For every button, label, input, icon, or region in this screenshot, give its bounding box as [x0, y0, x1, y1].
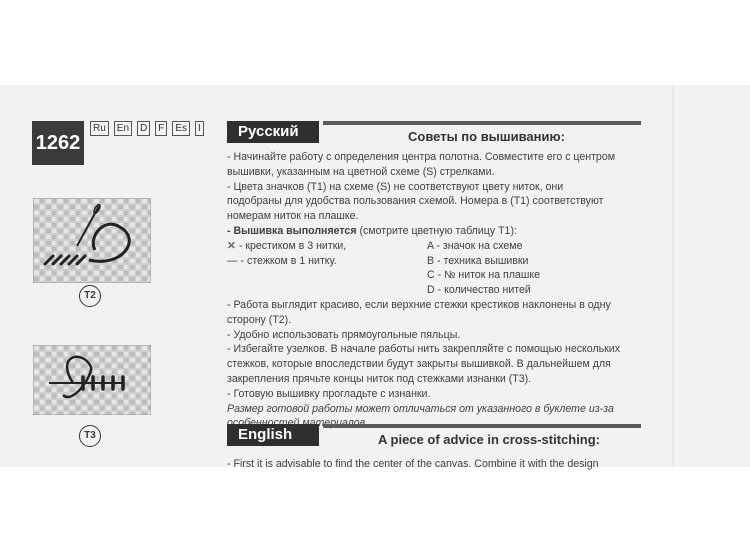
- lang-f[interactable]: F: [155, 121, 167, 136]
- english-section-label: English: [227, 424, 319, 446]
- language-tabs: [90, 121, 204, 136]
- english-text-line: - First it is advisable to find the center of the canvas. Combine it with the design: [227, 458, 599, 470]
- legend-d: D - количество нитей: [427, 284, 531, 297]
- backstitch-icon: —: [227, 254, 238, 267]
- text-line: номерам ниток на плашке.: [227, 210, 359, 223]
- t3-label: T3: [79, 425, 101, 447]
- text-line: - Избегайте узелков. В начале работы нить закрепляйте с помощью нескольких: [227, 343, 621, 356]
- text-line: - Цвета значков (T1) на схеме (S) не соответствуют цвету ниток, они: [227, 180, 564, 193]
- text-line: подобраны для удобства пользования схемой. Номера в (T1) соответствуют: [227, 195, 604, 208]
- lang-en[interactable]: En: [114, 121, 132, 136]
- t2-label: T2: [79, 285, 101, 307]
- text-line: - Начинайте работу с определения центра полотна. Совместите его с центром: [227, 151, 615, 163]
- lang-ru[interactable]: Ru: [90, 121, 109, 136]
- legend-row: [227, 254, 647, 269]
- english-header-rule: [323, 424, 641, 428]
- cross-stitch-icon: ✕: [227, 239, 236, 252]
- legend-a: A - значок на схеме: [427, 239, 523, 252]
- text-line: - Готовую вышивку прогладьте с изнанки.: [227, 387, 431, 400]
- embroidery-intro-bold: - Вышивка выполняется: [227, 224, 357, 237]
- legend-cross: - крестиком в 3 нитки,: [238, 239, 347, 252]
- english-section-title: A piece of advice in cross-stitching:: [378, 432, 601, 447]
- embroidery-intro-rest: (смотрите цветную таблицу T1):: [356, 224, 517, 237]
- text-line: стежков, которые впоследствии будут закрыты вышивкой. В дальнейшем для: [227, 358, 611, 371]
- legend-c: C - № ниток на плашке: [427, 269, 540, 282]
- lang-d[interactable]: D: [137, 121, 150, 136]
- legend-stitch: - стежком в 1 нитку.: [240, 254, 337, 267]
- note-line: Размер готовой работы может отличаться от указанного в буклете из-за: [227, 402, 614, 415]
- kit-number: 1262: [32, 121, 84, 165]
- embroidery-intro: [227, 224, 647, 239]
- russian-header-rule: [323, 121, 641, 125]
- legend-row: [227, 239, 647, 254]
- lang-i[interactable]: I: [195, 121, 204, 136]
- text-line: - Удобно использовать прямоугольные пяльцы.: [227, 328, 461, 341]
- text-line: сторону (T2).: [227, 313, 292, 326]
- legend-b: B - техника вышивки: [427, 254, 529, 267]
- text-line: закрепления прячьте концы ниток под стежками изнанки (T3).: [227, 372, 532, 385]
- lang-es[interactable]: Es: [172, 121, 190, 136]
- text-line: - Работа выглядит красиво, если верхние стежки крестиков наклонены в одну: [227, 298, 611, 311]
- t2-stitch-diagram: [33, 198, 151, 283]
- russian-section-label: Русский: [227, 121, 319, 143]
- legend-row: [227, 268, 647, 283]
- legend-row: [227, 283, 647, 298]
- t3-stitch-diagram: [33, 345, 151, 415]
- russian-section-title: Советы по вышиванию:: [408, 129, 565, 144]
- text-line: вышивки, указанным на цветной схеме (S) стрелками.: [227, 165, 495, 178]
- russian-body: [227, 150, 647, 431]
- sheet-edge: [672, 85, 674, 467]
